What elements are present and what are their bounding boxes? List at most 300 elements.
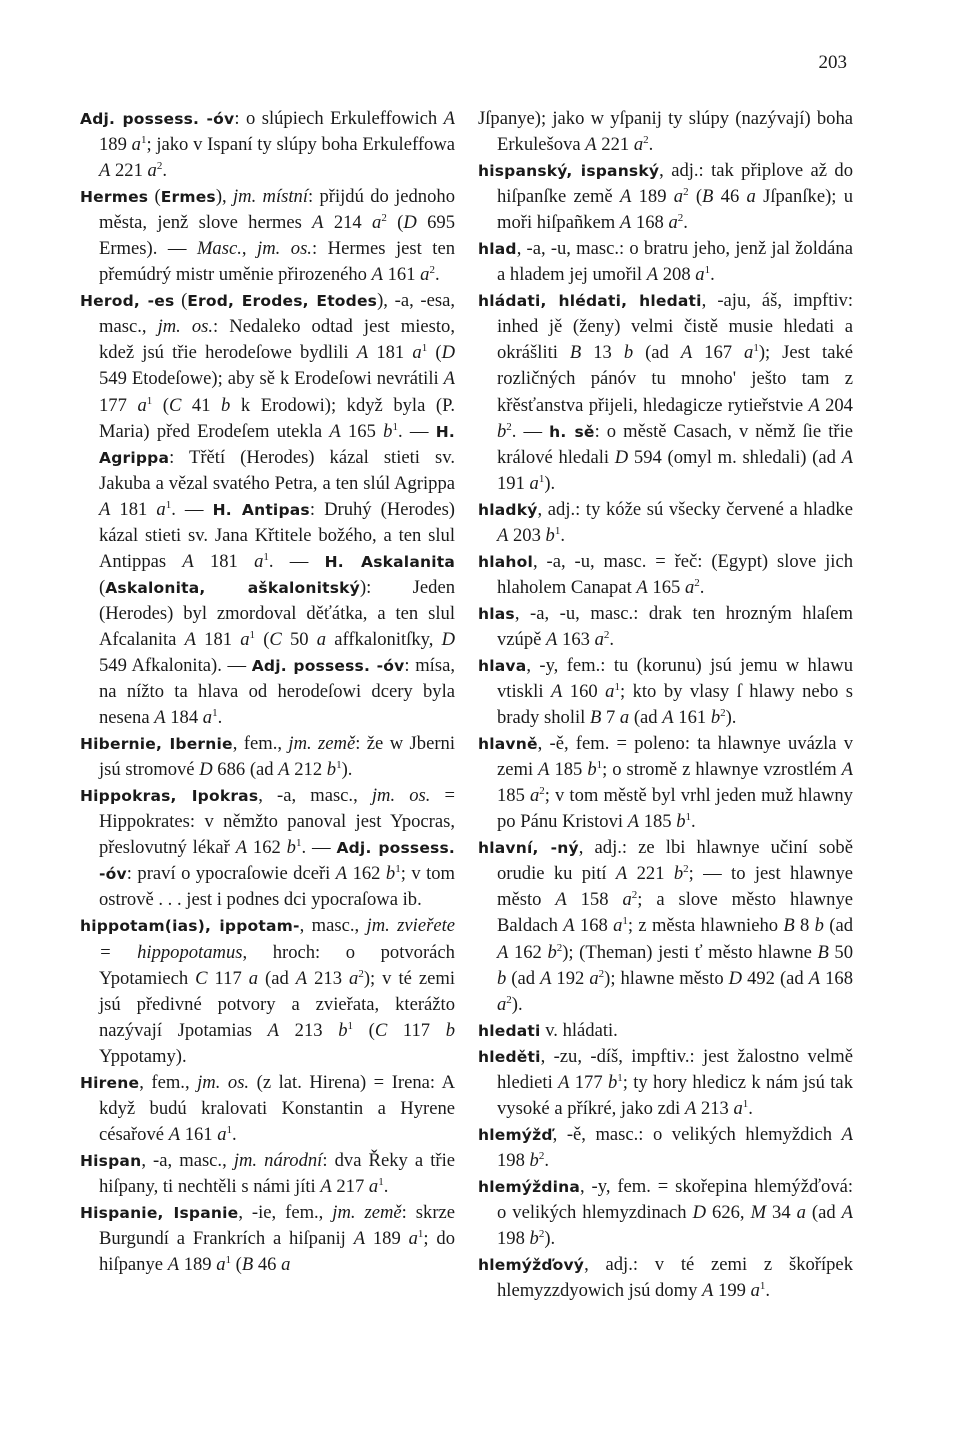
superscript: 1 <box>226 1123 233 1136</box>
italic-text: A <box>550 681 563 703</box>
superscript: 1 <box>295 837 302 850</box>
italic-text: a <box>372 212 382 234</box>
entry-text: : o městě Casach, v němž ſie třie králové hledali <box>497 420 853 468</box>
entry-text: ( <box>99 576 106 598</box>
entry-text: , adj.: tak připlove až do hiſpanſke země <box>497 160 853 208</box>
entry-text: 46 <box>253 1254 282 1276</box>
entry-text: 168 <box>820 967 854 989</box>
superscript: 1 <box>742 1097 749 1110</box>
entry-text: . <box>560 524 565 546</box>
headword: hledati <box>478 1021 541 1040</box>
italic-text: a <box>746 186 756 208</box>
entry-text: . — <box>397 420 436 442</box>
italic-text: C <box>374 1019 388 1041</box>
entry-text: , -a, -u, masc.: drak ten hrozným hlaſem vzúpě <box>497 602 853 650</box>
entry-text: . — <box>268 550 325 572</box>
italic-text: b <box>623 342 634 364</box>
dictionary-entry <box>478 835 853 1017</box>
headword: hlavní, -ný <box>478 839 579 858</box>
italic-text: jm. zvieřete = hippopotamus <box>99 915 455 963</box>
superscript: 1 <box>614 680 620 693</box>
italic-text: M <box>750 1201 767 1223</box>
entry-text: 213 <box>307 967 350 989</box>
entry-text: . <box>683 212 688 234</box>
entry-text: ); v té zemi jsú předivné potvory a zvieřata, kterážto nazývají Jpotamias <box>99 967 455 1041</box>
headword: hispanský, ispanský <box>478 162 660 181</box>
italic-text: jm. os. <box>157 316 214 338</box>
italic-text: a <box>594 628 604 650</box>
italic-text: A <box>619 212 632 234</box>
italic-text: a <box>668 212 678 234</box>
entry-text: 189 <box>631 186 674 208</box>
superscript: 1 <box>704 264 711 277</box>
entry-text: ; v tom ostrově . . . jest i podnes dci ypocraſowa ib. <box>99 863 456 911</box>
headword: h. sě <box>549 422 595 441</box>
entry-text: : skrze Burgundí a Frankrích a hiſpanij <box>99 1201 456 1250</box>
entry-text: , -a, masc., <box>258 785 372 807</box>
superscript: 1 <box>225 1253 232 1266</box>
italic-text: A <box>443 368 455 390</box>
right-column <box>478 106 853 1304</box>
entry-text: : že w Jberni jsú stromové <box>99 733 455 781</box>
entry-text: . <box>609 628 615 650</box>
headword: hlemýždina <box>478 1177 581 1196</box>
entry-text: ; kto by vlasy ſ hlawy nebo s brady sholil <box>497 681 853 729</box>
entry-text: ( <box>386 212 404 234</box>
entry-text: 161 <box>180 1123 218 1145</box>
entry-text: ); hlawne město <box>604 967 729 989</box>
entry-text: , adj.: ty kóže sú všecky červené a hladke <box>537 498 853 520</box>
entry-text: 168 <box>631 212 669 234</box>
entry-text: 185 <box>549 759 588 781</box>
italic-text: A <box>615 863 628 885</box>
dictionary-entry <box>478 236 853 288</box>
entry-text: . — <box>171 498 213 520</box>
entry-text: Jſpanſke); u moři hiſpañkem <box>497 186 853 234</box>
entry-text: , adj.: v té zemi z škořípek hlemyzzdyowich jsú domy <box>497 1254 853 1302</box>
entry-text: 165 <box>340 420 384 442</box>
superscript: 2 <box>677 212 684 224</box>
entry-text: . <box>699 576 705 598</box>
superscript: 2 <box>598 967 605 980</box>
dictionary-entry <box>80 1200 455 1278</box>
entry-text: 177 <box>99 394 138 416</box>
entry-text: 162 <box>508 941 548 963</box>
italic-text: a <box>529 472 539 494</box>
italic-text: A <box>841 1123 853 1145</box>
italic-text: jm. země <box>288 733 356 755</box>
entry-text: , -aju, áš, impftiv: inhed jě (ženy) velmi čistě musie hledati a okrášliti <box>497 290 853 364</box>
superscript: 2 <box>539 785 545 798</box>
italic-text: A <box>841 1201 854 1223</box>
headword: hládati, hlédati, hledati <box>478 292 702 311</box>
entry-text: ; jako v Ispaní ty slúpy boha Erkuleffowa <box>146 134 455 156</box>
headword: Erod, Erodes, Etodes <box>187 292 378 311</box>
entry-text: : přijdú do jednoho města, jenž slove hermes <box>99 186 455 234</box>
italic-text: D <box>692 1201 707 1223</box>
entry-text: ( <box>231 1254 242 1276</box>
entry-text: ; v tom městě byl vrhl jeden muž hlawny po Pánu Kristovi <box>497 785 853 833</box>
italic-text: A <box>295 967 308 989</box>
dictionary-entry <box>478 653 853 731</box>
entry-text: : dva Řeky a třie hiſpany, ti nechtěli s námi jíti <box>99 1149 455 1197</box>
superscript: 1 <box>417 1227 424 1240</box>
entry-text: 160 <box>562 681 606 703</box>
dictionary-entry <box>478 731 853 835</box>
italic-text: a <box>349 967 359 989</box>
headword: Herod, -es <box>80 292 175 311</box>
entry-text: 686 (ad <box>212 759 279 781</box>
italic-text: a <box>216 1254 226 1276</box>
superscript: 2 <box>556 941 563 954</box>
headword: hleděti <box>478 1047 541 1066</box>
superscript: 1 <box>395 863 401 876</box>
italic-text: b <box>710 707 721 729</box>
dictionary-entry <box>80 731 455 783</box>
italic-text: a <box>673 186 684 208</box>
superscript: 2 <box>683 863 689 876</box>
dictionary-entry <box>80 913 455 1069</box>
italic-text: A <box>558 1071 570 1093</box>
entry-text: 161 <box>673 707 711 729</box>
italic-text: a <box>684 576 695 598</box>
entry-text: 46 <box>713 186 747 208</box>
italic-text: A <box>184 628 196 650</box>
entry-text: 161 <box>382 264 421 286</box>
italic-text: C <box>195 967 208 989</box>
italic-text: A <box>662 707 674 729</box>
entry-text: 181 <box>110 498 157 520</box>
italic-text: Masc. <box>196 238 242 260</box>
page-number: 203 <box>818 52 847 73</box>
entry-text: 177 <box>569 1071 608 1093</box>
entry-text: (ad <box>823 915 854 937</box>
italic-text: b <box>814 915 824 937</box>
entry-text: 181 <box>195 628 241 650</box>
italic-text: C <box>269 628 282 650</box>
entry-text: 189 <box>365 1228 409 1250</box>
italic-text: b <box>497 967 507 989</box>
italic-text: a <box>529 785 540 807</box>
entry-text: (ad <box>629 707 663 729</box>
entry-text: = Hippokrates: v němžto panoval jest Ypocras, přeslovutný lékař <box>99 785 456 859</box>
superscript: 2 <box>506 993 512 1006</box>
italic-text: jm. místní <box>233 186 309 208</box>
entry-text: . <box>691 811 696 833</box>
dictionary-entry <box>478 158 853 236</box>
italic-text: b <box>221 394 231 416</box>
entry-text: ). <box>725 707 737 729</box>
italic-text: A <box>99 160 111 182</box>
italic-text: b <box>385 863 396 885</box>
headword: hlavně <box>478 735 538 754</box>
italic-text: a <box>750 1280 760 1302</box>
entry-text: : o slúpiech Erkuleffowich <box>234 108 444 129</box>
superscript: 1 <box>554 524 561 537</box>
italic-text: A <box>627 811 640 833</box>
italic-text: a <box>633 134 644 156</box>
entry-text: , -y, fem. = skořepina hlemýžďová: o velikých hlemyzdinach <box>497 1175 853 1223</box>
entry-text: . <box>162 160 167 182</box>
entry-text: , -y, fem.: tu (korunu) jsú jemu w hlawu vtiskli <box>497 654 853 703</box>
italic-text: A <box>312 212 324 234</box>
italic-text: A <box>99 498 111 520</box>
entry-text: 189 <box>99 134 132 156</box>
entry-text: 162 <box>247 837 287 859</box>
entry-text: , -a, -u, masc. = řeč: (Egypt) slove jich hlaholem Canapat <box>497 550 853 598</box>
italic-text: a <box>613 915 623 937</box>
dictionary-entry <box>478 288 853 496</box>
entry-text: , hroch: o potvorách Ypotamiech <box>99 941 455 989</box>
entry-text: ( <box>427 342 442 364</box>
italic-text: a <box>217 1123 227 1145</box>
entry-text: . <box>710 264 715 286</box>
italic-text: a <box>368 1175 379 1197</box>
entry-text: , fem., <box>232 733 289 755</box>
entry-text: , -a, masc., <box>141 1149 234 1171</box>
entry-text: . <box>648 134 654 156</box>
entry-text: 8 <box>794 915 815 937</box>
entry-text: 167 <box>692 342 745 364</box>
superscript: 1 <box>421 342 428 355</box>
italic-text: A <box>320 1175 332 1197</box>
entry-text: 221 <box>627 863 674 885</box>
entry-text: 191 <box>497 472 530 494</box>
entry-text: 549 Etodeſowe); aby sě k Erodeſowi nevrátili <box>99 368 444 390</box>
italic-text: B <box>783 915 795 937</box>
superscript: 1 <box>759 1279 766 1292</box>
entry-text: 13 <box>581 342 624 364</box>
italic-text: a <box>131 134 141 156</box>
italic-text: a <box>497 993 507 1015</box>
headword: Adj. possess. -óv <box>251 656 405 675</box>
dictionary-entry <box>80 1148 455 1200</box>
italic-text: b <box>545 524 555 546</box>
entry-text: 41 <box>181 394 222 416</box>
entry-text: ; ty hory hledicz k nám jsú tak vysoké a příkré, jako zdi <box>497 1071 853 1119</box>
entry-text: ). <box>544 1228 556 1250</box>
left-column <box>80 106 455 1278</box>
headword: Ermes <box>160 188 216 207</box>
italic-text: D <box>441 342 456 364</box>
entry-text: 213 <box>696 1097 734 1119</box>
entry-text: , -ě, masc.: o velikých hlemyždich <box>552 1123 842 1145</box>
entry-text: 214 <box>323 212 373 234</box>
entry-text: ( <box>152 394 169 416</box>
headword: hlemýžďový <box>478 1256 585 1275</box>
entry-text: 7 <box>601 707 620 729</box>
entry-text: 158 <box>566 889 623 911</box>
superscript: 1 <box>140 133 147 146</box>
entry-text: 192 <box>551 967 590 989</box>
entry-text: . <box>217 707 223 729</box>
italic-text: a <box>605 681 615 703</box>
entry-text: 117 <box>387 1019 446 1041</box>
entry-text: : mísa, na nížto ta hlava od herodeſowi dcery byla nesena <box>99 654 455 729</box>
entry-text: 189 <box>179 1254 217 1276</box>
entry-text: (ad <box>633 342 681 364</box>
superscript: 1 <box>212 706 218 719</box>
entry-text: (z lat. Hirena) = Irena: A když budú kralovati Konstantin a Hyrene césařové <box>99 1071 455 1145</box>
entry-text: ); Jest také rozličných pánóv tu mnoho' ještо tam z křěsťanstva přijeli, hledagicze rytieřstvie <box>497 342 853 416</box>
italic-text: b <box>445 1019 456 1041</box>
entry-text: 208 <box>658 264 696 286</box>
italic-text: b <box>607 1071 618 1093</box>
italic-text: A <box>702 1280 714 1302</box>
superscript: 1 <box>622 915 628 928</box>
entry-text: v. hládati. <box>540 1019 618 1041</box>
entry-text: ); (Theman) jesti ť město hlawne <box>562 941 818 963</box>
entry-text: . <box>383 1175 389 1197</box>
italic-text: A <box>267 1019 279 1041</box>
italic-text: A <box>353 1228 366 1250</box>
entry-text: Yppotamy). <box>99 1045 187 1067</box>
entry-text: 203 <box>508 524 546 546</box>
entry-text: : Hermes jest ten přemúdrý mistr uměnie přirozeného <box>99 238 455 286</box>
entry-text: k Erodowi); když byla (P. Maria) před Erodeſem utekla <box>99 394 455 442</box>
entry-text: , fem., <box>139 1071 198 1093</box>
italic-text: A <box>235 837 248 859</box>
italic-text: A <box>167 1254 180 1276</box>
entry-text: . — <box>511 420 550 442</box>
headword: Hermes <box>80 188 149 207</box>
headword: hlas <box>478 604 515 623</box>
entry-text: 626, <box>706 1201 751 1223</box>
italic-text: A <box>356 342 369 364</box>
italic-text: b <box>673 863 684 885</box>
entry-text: , <box>241 238 258 260</box>
entry-text: ( <box>255 628 270 650</box>
italic-text: a <box>733 1097 743 1119</box>
italic-text: D <box>614 446 629 468</box>
superscript: 2 <box>643 133 649 146</box>
superscript: 1 <box>336 758 342 771</box>
superscript: 1 <box>263 550 269 563</box>
entry-text: : praví o ypocraſowie dceři <box>126 863 336 885</box>
entry-text: 50 <box>281 628 317 650</box>
dictionary-entry <box>80 288 455 731</box>
entry-text: 217 <box>331 1175 369 1197</box>
italic-text: B <box>817 941 829 963</box>
italic-text: A <box>636 576 648 598</box>
italic-text: b <box>383 420 393 442</box>
entry-text: 181 <box>193 550 255 572</box>
italic-text: B <box>569 342 582 364</box>
entry-text: 50 <box>828 941 854 963</box>
entry-text: . <box>544 1149 549 1171</box>
headword: Askalonita, aškalonitský <box>105 578 360 597</box>
entry-text: ). <box>341 759 353 781</box>
italic-text: a <box>420 264 430 286</box>
italic-text: A <box>497 524 509 546</box>
italic-text: D <box>441 628 455 650</box>
headword: Adj. possess. -óv <box>80 110 235 128</box>
superscript: 1 <box>347 1019 353 1032</box>
entry-text: 185 <box>497 785 530 807</box>
italic-text: a <box>202 707 213 729</box>
entry-text: 198 <box>497 1149 530 1171</box>
entry-text: . <box>232 1123 237 1145</box>
italic-text: a <box>137 394 147 416</box>
entry-text: : Nedaleko odtad jest miesto, kdež jsú třie herodeſowe bydlili <box>99 316 456 364</box>
italic-text: A <box>182 550 194 572</box>
italic-text: A <box>278 759 290 781</box>
entry-text: , masc., <box>299 915 367 937</box>
italic-text: A <box>329 420 341 442</box>
headword: hippotam(ias), ippotam- <box>80 917 300 936</box>
dictionary-entry <box>478 106 853 158</box>
superscript: 2 <box>506 420 512 433</box>
entry-text: ; z města hlawnieho <box>627 915 784 937</box>
entry-text: ; do hiſpanye <box>99 1228 455 1276</box>
entry-text: ( <box>148 186 161 208</box>
italic-text: A <box>808 394 820 416</box>
entry-text: 163 <box>557 628 595 650</box>
entry-text: : Třětí (Herodes) kázal stieti sv. Jakuba a vězal svatého Petra, a ten slúl Agrippa <box>99 446 455 494</box>
entry-text: . <box>748 1097 753 1119</box>
superscript: 2 <box>683 185 689 198</box>
superscript: 1 <box>596 758 603 771</box>
italic-text: jm. národní <box>233 1149 323 1171</box>
dictionary-entry <box>80 106 455 184</box>
entry-text: affkalonitſky, <box>326 628 442 650</box>
entry-text: 221 <box>110 160 148 182</box>
italic-text: A <box>555 889 567 911</box>
entry-text: (ad <box>805 1201 842 1223</box>
italic-text: A <box>563 915 575 937</box>
italic-text: C <box>168 394 182 416</box>
superscript: 1 <box>685 811 692 824</box>
italic-text: jm. země <box>332 1201 402 1223</box>
italic-text: a <box>147 160 157 182</box>
entry-text: 162 <box>347 863 386 885</box>
italic-text: D <box>199 759 213 781</box>
entry-text: 181 <box>368 342 413 364</box>
entry-text: 168 <box>574 915 614 937</box>
superscript: 2 <box>538 1227 545 1240</box>
italic-text: a <box>412 342 422 364</box>
entry-text: ), <box>215 186 233 208</box>
entry-text: ), -a, -esa, masc., <box>99 290 455 338</box>
superscript: 2 <box>381 212 387 224</box>
italic-text: b <box>338 1019 348 1041</box>
headword: Hirene <box>80 1073 140 1092</box>
headword: H. Askalanita <box>324 552 455 571</box>
entry-text: 492 (ad <box>742 967 809 989</box>
entry-text: 184 <box>165 707 203 729</box>
headword: Hippokras, Ipokras <box>80 787 259 806</box>
italic-text: b <box>676 811 686 833</box>
superscript: 2 <box>603 628 610 641</box>
entry-text: . <box>434 264 440 286</box>
superscript: 1 <box>249 628 256 641</box>
entry-text: . <box>765 1280 771 1302</box>
headword: hlemýžď <box>478 1125 553 1144</box>
dictionary-entry <box>478 549 853 601</box>
entry-text: ( <box>688 186 703 208</box>
italic-text: A <box>538 759 550 781</box>
italic-text: A <box>808 967 821 989</box>
entry-text: , -zu, -díš, impftiv.: jest žalostno velmě hledieti <box>497 1045 853 1093</box>
italic-text: b <box>547 941 557 963</box>
entry-text: (ad <box>506 967 541 989</box>
italic-text: A <box>546 628 558 650</box>
entry-text: 34 <box>766 1201 797 1223</box>
entry-text: 213 <box>279 1019 339 1041</box>
superscript: 2 <box>538 1149 545 1162</box>
entry-text: 594 (omyl m. shledali) (ad <box>628 446 842 468</box>
italic-text: a <box>589 967 599 989</box>
